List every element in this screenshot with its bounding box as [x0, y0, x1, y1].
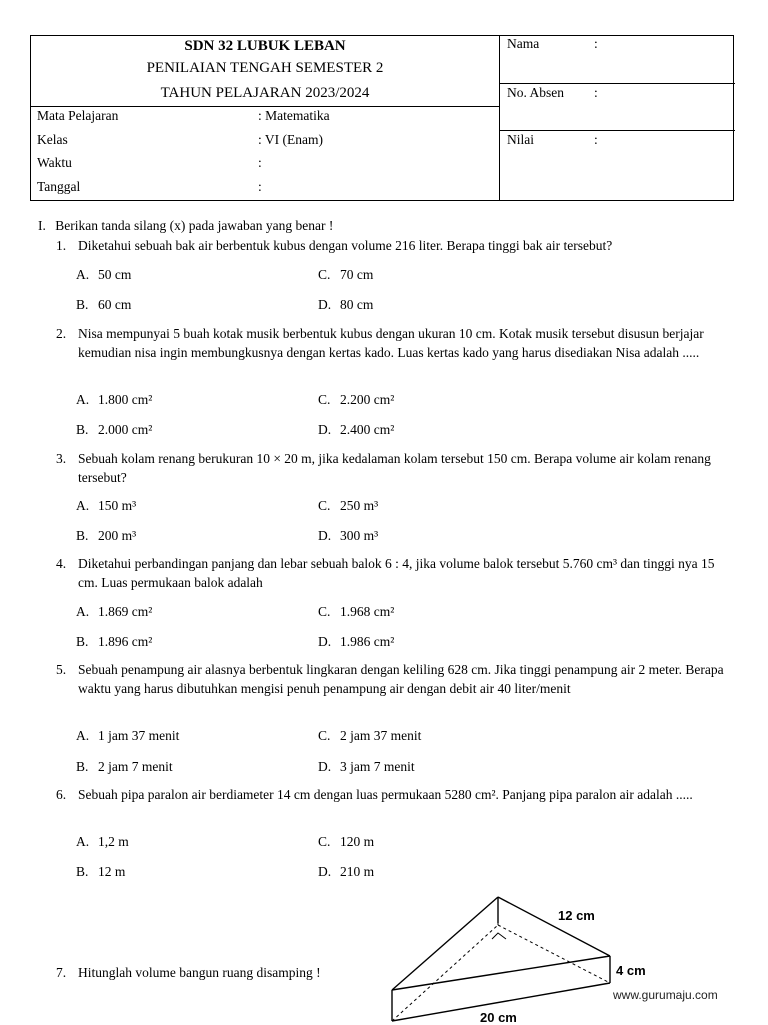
question-number: 3.	[56, 451, 67, 466]
question-1	[56, 236, 736, 255]
option-a[interactable]	[76, 498, 136, 514]
prism-edge	[498, 897, 610, 956]
option-text: 300 m³	[340, 528, 379, 543]
option-letter: C.	[318, 728, 331, 743]
option-letter: D.	[318, 759, 332, 774]
right-angle-mark	[492, 933, 506, 939]
option-letter: D.	[318, 422, 332, 437]
section-heading	[38, 218, 333, 234]
question-3	[56, 449, 736, 487]
option-letter: D.	[318, 528, 332, 543]
option-letter: B.	[76, 297, 89, 312]
option-c[interactable]	[318, 392, 394, 408]
question-2	[56, 324, 736, 362]
name-label: Nama	[507, 36, 540, 51]
option-text: 2.200 cm²	[340, 392, 395, 407]
question-7	[56, 963, 376, 982]
question-6	[56, 785, 736, 804]
field-value-date[interactable]: :	[258, 179, 262, 194]
header-rule	[31, 106, 499, 107]
question-text: Diketahui perbandingan panjang dan lebar sebuah balok 6 : 4, jika volume balok tersebut 5.760 cm³ dan tinggi nya 15 cm. Luas permukaan balok adalah	[78, 556, 715, 590]
option-text: 200 m³	[98, 528, 137, 543]
header-rule	[499, 83, 735, 84]
option-a[interactable]	[76, 267, 131, 283]
option-b[interactable]	[76, 422, 152, 438]
name-field[interactable]: :	[594, 36, 598, 51]
prism-figure	[380, 893, 740, 1024]
option-letter: C.	[318, 267, 331, 282]
question-number: 7.	[56, 965, 67, 980]
absen-label: No. Absen	[507, 85, 564, 100]
option-text: 60 cm	[98, 297, 132, 312]
score-label: Nilai	[507, 132, 534, 147]
option-letter: B.	[76, 864, 89, 879]
option-d[interactable]	[318, 528, 378, 544]
option-c[interactable]	[318, 498, 378, 514]
option-c[interactable]	[318, 267, 373, 283]
question-text: Diketahui sebuah bak air berbentuk kubus dengan volume 216 liter. Berapa tinggi bak air tersebut?	[78, 238, 613, 253]
option-text: 150 m³	[98, 498, 137, 513]
section-number: I.	[38, 218, 46, 233]
option-a[interactable]	[76, 604, 152, 620]
question-number: 4.	[56, 556, 67, 571]
field-value-subject: : Matematika	[258, 108, 330, 123]
option-d[interactable]	[318, 634, 394, 650]
field-value-time[interactable]: :	[258, 155, 262, 170]
option-letter: A.	[76, 728, 90, 743]
school-name: SDN 32 LUBUK LEBAN	[184, 38, 346, 54]
hidden-edge	[498, 925, 610, 983]
option-letter: D.	[318, 297, 332, 312]
absen-field[interactable]: :	[594, 85, 598, 100]
dimension-side: 4 cm	[616, 963, 646, 978]
header-table	[30, 35, 734, 201]
option-letter: A.	[76, 604, 90, 619]
option-text: 1.968 cm²	[340, 604, 395, 619]
field-label-class: Kelas	[37, 132, 68, 147]
option-letter: C.	[318, 392, 331, 407]
option-text: 80 cm	[340, 297, 374, 312]
dimension-bottom: 20 cm	[480, 1010, 517, 1025]
option-d[interactable]	[318, 864, 374, 880]
option-text: 2.400 cm²	[340, 422, 395, 437]
option-text: 1.896 cm²	[98, 634, 153, 649]
field-label-subject: Mata Pelajaran	[37, 108, 119, 123]
option-text: 210 m	[340, 864, 375, 879]
dimension-top: 12 cm	[558, 908, 595, 923]
option-text: 1 jam 37 menit	[98, 728, 180, 743]
question-text: Nisa mempunyai 5 buah kotak musik berbentuk kubus dengan ukuran 10 cm. Kotak musik tersebut disusun berjajar kemudian nisa ingin membungkusnya dengan kertas kado. Luas kertas kado yang harus disediakan Nisa adalah .....	[78, 326, 704, 360]
option-c[interactable]	[318, 728, 421, 744]
option-text: 2 jam 37 menit	[340, 728, 422, 743]
option-d[interactable]	[318, 422, 394, 438]
option-text: 1,2 m	[98, 834, 129, 849]
question-number: 6.	[56, 787, 67, 802]
school-year: TAHUN PELAJARAN 2023/2024	[160, 85, 370, 101]
option-text: 1.800 cm²	[98, 392, 153, 407]
option-letter: A.	[76, 267, 90, 282]
question-5	[56, 660, 736, 698]
option-letter: D.	[318, 864, 332, 879]
option-b[interactable]	[76, 528, 136, 544]
option-text: 250 m³	[340, 498, 379, 513]
option-b[interactable]	[76, 634, 152, 650]
question-4	[56, 554, 736, 592]
option-letter: C.	[318, 834, 331, 849]
hidden-edge	[392, 925, 498, 1021]
question-text: Sebuah penampung air alasnya berbentuk lingkaran dengan keliling 628 cm. Jika tinggi penampung air 2 meter. Berapa waktu yang harus dibutuhkan mengisi penuh penampung air dengan debit air 40 liter/menit	[78, 662, 724, 696]
header-rule	[499, 130, 735, 131]
option-letter: C.	[318, 604, 331, 619]
header-divider	[499, 36, 500, 200]
section-instruction: Berikan tanda silang (x) pada jawaban yang benar !	[55, 218, 334, 233]
option-letter: B.	[76, 528, 89, 543]
question-number: 1.	[56, 238, 67, 253]
option-a[interactable]	[76, 392, 152, 408]
option-c[interactable]	[318, 834, 374, 850]
option-letter: B.	[76, 759, 89, 774]
option-a[interactable]	[76, 728, 179, 744]
question-text: Sebuah kolam renang berukuran 10 × 20 m, jika kedalaman kolam tersebut 150 cm. Berapa volume air kolam renang tersebut?	[78, 451, 711, 485]
option-letter: A.	[76, 834, 90, 849]
score-field[interactable]: :	[594, 132, 598, 147]
option-letter: A.	[76, 498, 90, 513]
option-letter: D.	[318, 634, 332, 649]
option-text: 12 m	[98, 864, 126, 879]
question-number: 2.	[56, 326, 67, 341]
option-letter: A.	[76, 392, 90, 407]
option-letter: B.	[76, 634, 89, 649]
option-b[interactable]	[76, 297, 131, 313]
option-d[interactable]	[318, 759, 415, 775]
question-number: 5.	[56, 662, 67, 677]
option-text: 2.000 cm²	[98, 422, 153, 437]
option-text: 70 cm	[340, 267, 374, 282]
watermark: www.gurumaju.com	[613, 988, 718, 1002]
option-b[interactable]	[76, 864, 125, 880]
option-a[interactable]	[76, 834, 129, 850]
option-b[interactable]	[76, 759, 173, 775]
field-label-date: Tanggal	[37, 179, 81, 194]
option-text: 120 m	[340, 834, 375, 849]
option-d[interactable]	[318, 297, 373, 313]
option-letter: B.	[76, 422, 89, 437]
question-text: Sebuah pipa paralon air berdiameter 14 cm dengan luas permukaan 5280 cm². Panjang pipa paralon air adalah .....	[78, 787, 693, 802]
option-text: 1.986 cm²	[340, 634, 395, 649]
field-value-class: : VI (Enam)	[258, 132, 323, 147]
option-text: 50 cm	[98, 267, 132, 282]
option-text: 3 jam 7 menit	[340, 759, 415, 774]
exam-title: PENILAIAN TENGAH SEMESTER 2	[146, 60, 384, 76]
option-c[interactable]	[318, 604, 394, 620]
field-label-time: Waktu	[37, 155, 72, 170]
option-text: 2 jam 7 menit	[98, 759, 173, 774]
option-text: 1.869 cm²	[98, 604, 153, 619]
question-text: Hitunglah volume bangun ruang disamping !	[78, 965, 321, 980]
option-letter: C.	[318, 498, 331, 513]
